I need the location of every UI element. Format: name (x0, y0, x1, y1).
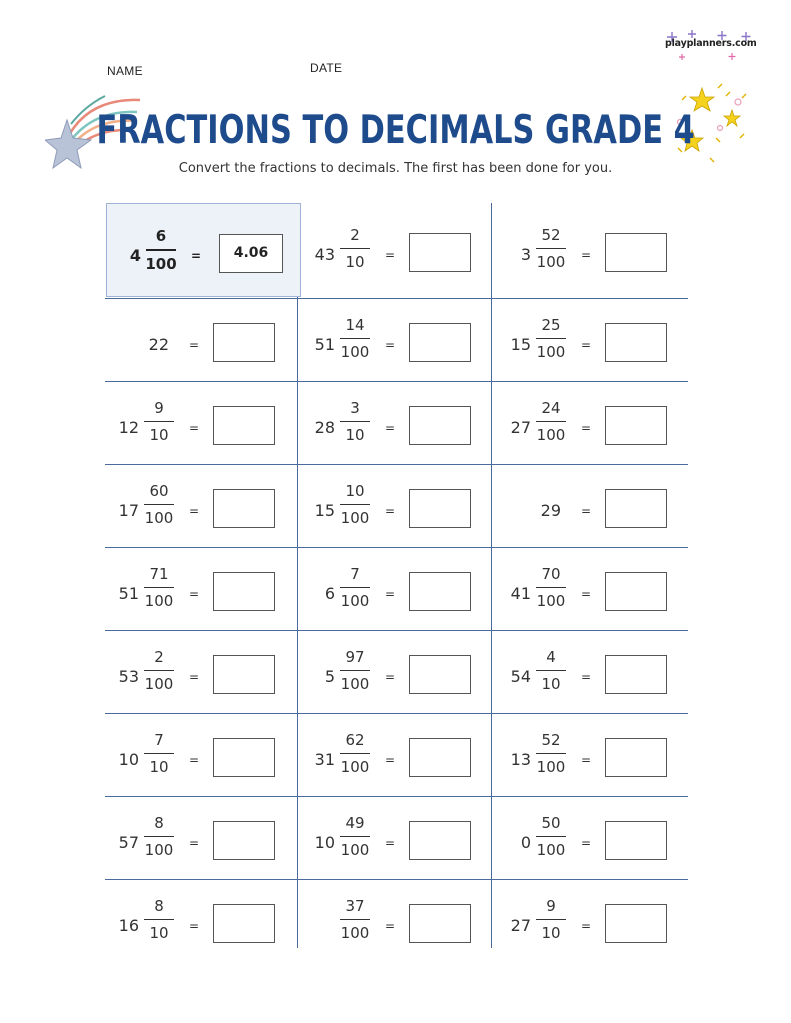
fraction-bar (340, 248, 370, 249)
problem-cell (105, 714, 300, 796)
fraction (529, 226, 573, 272)
equals-sign: = (189, 338, 200, 352)
brand-name: playplanners.com (665, 38, 757, 49)
problem-cell (497, 203, 692, 297)
numerator: 52 (541, 226, 561, 244)
equals-sign: = (581, 504, 592, 518)
equals-sign: = (189, 836, 200, 850)
numerator: 60 (149, 482, 169, 500)
answer-box[interactable]: 4.06 (219, 234, 283, 273)
whole-number: 31 (314, 750, 335, 769)
denominator: 10 (149, 924, 169, 942)
fraction (529, 897, 573, 943)
whole-number: 22 (148, 335, 169, 354)
whole-number: 6 (324, 584, 335, 603)
fraction-bar (144, 836, 174, 837)
answer-box[interactable] (213, 406, 275, 445)
answer-box[interactable] (605, 655, 667, 694)
numerator: 9 (154, 399, 164, 417)
fraction (139, 227, 183, 274)
equals-sign: = (189, 670, 200, 684)
whole-number: 12 (118, 418, 139, 437)
fraction (333, 814, 377, 860)
answer-box[interactable] (213, 904, 275, 943)
answer-box[interactable] (605, 738, 667, 777)
numerator: 9 (546, 897, 556, 915)
problem-cell (497, 631, 692, 713)
equals-sign: = (385, 421, 396, 435)
fraction-bar (536, 338, 566, 339)
problem-cell (497, 382, 692, 464)
fraction-bar (144, 421, 174, 422)
fraction (333, 897, 377, 943)
fraction-bar (340, 836, 370, 837)
fraction (529, 814, 573, 860)
answer-box[interactable] (213, 572, 275, 611)
fraction (333, 399, 377, 445)
denominator: 100 (340, 758, 370, 776)
fraction (333, 482, 377, 528)
numerator: 3 (350, 399, 360, 417)
numerator: 49 (345, 814, 365, 832)
equals-sign: = (385, 919, 396, 933)
numerator: 7 (350, 565, 360, 583)
equals-sign: = (189, 587, 200, 601)
answer-box[interactable] (605, 233, 667, 272)
whole-number: 41 (510, 584, 531, 603)
fraction-bar (340, 338, 370, 339)
equals-sign: = (581, 753, 592, 767)
answer-box[interactable] (409, 572, 471, 611)
instructions: Convert the fractions to decimals. The first has been done for you. (178, 161, 613, 176)
answer-box[interactable] (409, 655, 471, 694)
denominator: 10 (149, 426, 169, 444)
problem-cell (301, 631, 496, 713)
whole-number: 51 (118, 584, 139, 603)
fraction-bar (144, 753, 174, 754)
page-title: FRACTIONS TO DECIMALS GRADE 4 (96, 108, 695, 153)
equals-sign: = (385, 836, 396, 850)
answer-box[interactable] (409, 904, 471, 943)
numerator: 50 (541, 814, 561, 832)
equals-sign: = (581, 919, 592, 933)
fraction (137, 482, 181, 528)
problem-cell (301, 880, 496, 962)
equals-sign: = (581, 338, 592, 352)
denominator: 100 (536, 841, 566, 859)
numerator: 8 (154, 897, 164, 915)
brand-logo (662, 28, 762, 62)
example-problem (106, 203, 301, 297)
fraction (333, 731, 377, 777)
equals-sign: = (385, 338, 396, 352)
answer-box[interactable] (605, 821, 667, 860)
denominator: 10 (541, 675, 561, 693)
problem-cell (301, 714, 496, 796)
answer-box[interactable] (409, 821, 471, 860)
denominator: 10 (345, 253, 365, 271)
equals-sign: = (581, 248, 592, 262)
fraction-bar (340, 919, 370, 920)
answer-box[interactable] (605, 323, 667, 362)
fraction-bar (144, 670, 174, 671)
answer-box[interactable] (409, 233, 471, 272)
fraction-bar (340, 670, 370, 671)
whole-number: 0 (520, 833, 531, 852)
fraction-bar (536, 670, 566, 671)
numerator: 8 (154, 814, 164, 832)
whole-number: 29 (540, 501, 561, 520)
numerator: 2 (154, 648, 164, 666)
answer-box[interactable] (409, 489, 471, 528)
fraction-bar (340, 504, 370, 505)
problem-cell (105, 797, 300, 879)
answer-box[interactable] (213, 738, 275, 777)
equals-sign: = (385, 587, 396, 601)
answer-box[interactable] (213, 821, 275, 860)
whole-number: 16 (118, 916, 139, 935)
denominator: 100 (536, 592, 566, 610)
whole-number: 10 (314, 833, 335, 852)
fraction-bar (536, 587, 566, 588)
equals-sign: = (189, 421, 200, 435)
fraction-bar (340, 587, 370, 588)
problem-cell (301, 203, 496, 297)
fraction (333, 565, 377, 611)
problem-cell (301, 299, 496, 381)
equals-sign: = (385, 248, 396, 262)
equals-sign: = (581, 670, 592, 684)
fraction (137, 399, 181, 445)
whole-number: 3 (520, 245, 531, 264)
equals-sign: = (189, 504, 200, 518)
fraction (137, 565, 181, 611)
denominator: 10 (541, 924, 561, 942)
fraction (529, 399, 573, 445)
exercise-grid (105, 203, 688, 948)
fraction-bar (340, 753, 370, 754)
whole-number: 4 (129, 246, 141, 265)
equals-sign: = (189, 753, 200, 767)
whole-number: 27 (510, 418, 531, 437)
answer-box[interactable] (409, 406, 471, 445)
numerator: 6 (155, 227, 167, 245)
answer-box[interactable] (213, 655, 275, 694)
whole-number: 28 (314, 418, 335, 437)
fraction-bar (340, 421, 370, 422)
equals-sign: = (191, 249, 202, 263)
whole-number: 15 (314, 501, 335, 520)
numerator: 97 (345, 648, 365, 666)
numerator: 37 (345, 897, 365, 915)
answer-box[interactable] (605, 406, 667, 445)
answer-box[interactable] (213, 489, 275, 528)
name-label: NAME (107, 64, 143, 78)
whole-number: 13 (510, 750, 531, 769)
problem-cell (497, 714, 692, 796)
fraction (333, 316, 377, 362)
fraction-bar (536, 248, 566, 249)
problem-cell (105, 631, 300, 713)
denominator: 100 (340, 592, 370, 610)
denominator: 100 (144, 841, 174, 859)
date-label: DATE (310, 61, 343, 75)
numerator: 10 (345, 482, 365, 500)
problem-cell (497, 797, 692, 879)
problem-cell (105, 880, 300, 962)
answer-box[interactable] (605, 489, 667, 528)
answer-box[interactable] (409, 323, 471, 362)
answer-box[interactable] (605, 904, 667, 943)
fraction (137, 814, 181, 860)
problem-cell (497, 880, 692, 962)
denominator: 100 (340, 675, 370, 693)
problem-cell (105, 382, 300, 464)
denominator: 10 (149, 758, 169, 776)
problem-cell (105, 465, 300, 547)
fraction-bar (536, 753, 566, 754)
answer-box[interactable] (605, 572, 667, 611)
problem-cell (497, 465, 692, 547)
denominator: 100 (340, 924, 370, 942)
denominator: 100 (340, 509, 370, 527)
fraction-bar (144, 919, 174, 920)
numerator: 14 (345, 316, 365, 334)
numerator: 70 (541, 565, 561, 583)
denominator: 100 (340, 841, 370, 859)
problem-cell (301, 382, 496, 464)
whole-number: 43 (314, 245, 335, 264)
answer-box[interactable] (213, 323, 275, 362)
numerator: 52 (541, 731, 561, 749)
denominator: 10 (345, 426, 365, 444)
equals-sign: = (189, 919, 200, 933)
denominator: 100 (536, 426, 566, 444)
problem-cell (301, 797, 496, 879)
problem-cell (497, 299, 692, 381)
fraction (137, 897, 181, 943)
equals-sign: = (385, 753, 396, 767)
numerator: 62 (345, 731, 365, 749)
fraction (529, 316, 573, 362)
whole-number: 27 (510, 916, 531, 935)
whole-number: 17 (118, 501, 139, 520)
whole-number: 57 (118, 833, 139, 852)
fraction-bar (146, 249, 176, 251)
denominator: 100 (144, 592, 174, 610)
denominator: 100 (536, 343, 566, 361)
whole-number: 51 (314, 335, 335, 354)
answer-box[interactable] (409, 738, 471, 777)
equals-sign: = (581, 836, 592, 850)
whole-number: 10 (118, 750, 139, 769)
fraction-bar (536, 421, 566, 422)
equals-sign: = (581, 421, 592, 435)
fraction (137, 731, 181, 777)
denominator: 100 (340, 343, 370, 361)
problem-cell (105, 299, 300, 381)
problem-cell (105, 548, 300, 630)
whole-number: 5 (324, 667, 335, 686)
equals-sign: = (581, 587, 592, 601)
fraction (333, 226, 377, 272)
fraction-bar (536, 919, 566, 920)
denominator: 100 (144, 675, 174, 693)
numerator: 25 (541, 316, 561, 334)
numerator: 24 (541, 399, 561, 417)
fraction (529, 648, 573, 694)
equals-sign: = (385, 670, 396, 684)
fraction (333, 648, 377, 694)
fraction (137, 648, 181, 694)
whole-number: 53 (118, 667, 139, 686)
problem-cell (301, 548, 496, 630)
whole-number: 54 (510, 667, 531, 686)
whole-number: 15 (510, 335, 531, 354)
problem-cell (497, 548, 692, 630)
fraction-bar (144, 504, 174, 505)
fraction (529, 565, 573, 611)
fraction (529, 731, 573, 777)
denominator: 100 (536, 758, 566, 776)
numerator: 4 (546, 648, 556, 666)
denominator: 100 (536, 253, 566, 271)
numerator: 71 (149, 565, 169, 583)
denominator: 100 (144, 509, 174, 527)
fraction-bar (536, 836, 566, 837)
denominator: 100 (145, 255, 177, 273)
equals-sign: = (385, 504, 396, 518)
problem-cell (301, 465, 496, 547)
fraction-bar (144, 587, 174, 588)
numerator: 7 (154, 731, 164, 749)
numerator: 2 (350, 226, 360, 244)
